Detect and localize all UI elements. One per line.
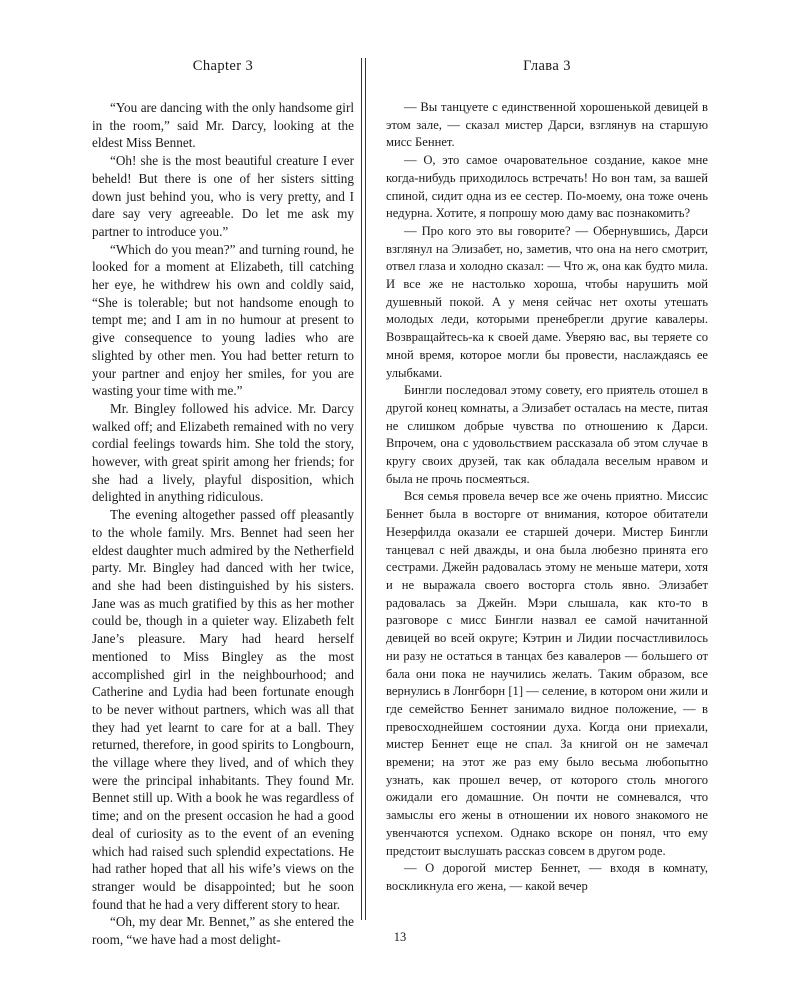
english-paragraph: Mr. Bingley followed his advice. Mr. Darcy walked off; and Elizabeth remained with no very cordial feelings towards him. She told the story, however, with great spirit among her friends; for she had a lively, playful disposition, which delighted in anything ridiculous. [92, 400, 354, 505]
english-paragraph: The evening altogether passed off pleasantly to the whole family. Mrs. Bennet had seen her eldest daughter much admired by the Netherfield party. Mr. Bingley had danced with her twice, and she had been distinguished by his sisters. Jane was as much gratified by this as her mother could be, though in a quieter way. Elizabeth felt Jane’s pleasure. Mary had heard herself mentioned to Miss Bingley as the most accomplished girl in the neighbourhood; and Catherine and Lydia had been fortunate enough to be never without partners, which was all that they had yet learnt to care for at a ball. They returned, therefore, in good spirits to Longbourn, the village where they lived, and of which they were the principal inhabitants. They found Mr. Bennet still up. With a book he was regardless of time; and on the present occasion he had a good deal of curiosity as to the event of an evening which had raised such splendid expectations. He had rather hoped that all his wife’s views on the stranger would be disappointed; but he soon found that he had a very different story to hear. [92, 507, 354, 912]
russian-paragraph: Вся семья провела вечер все же очень приятно. Миссис Беннет была в восторге от внимания, которое обитатели Незерфилда оказали ее старшей дочери. Мистер Бингли танцевал с ней дважды, и она была любезно принята его сестрами. Джейн радовалась этому не меньше матери, хотя и не выражала своего восторга столь явно. Элизабет радовалась за Джейн. Мэри слышала, как кто-то в разговоре с мисс Бингли назвал ее самой начитанной девицей во всей округе; Кэтрин и Лидии посчастливилось ни разу не остаться в танцах без кавалеров — большего от бала они пока не научились желать. Таким образом, все вернулись в Лонгборн [1] — селение, в котором они жили и где семейство Беннет занимало видное положение, — в превосходнейшем состоянии духа. Когда они приехали, мистер Беннет еще не спал. За книгой он не замечал времени; на этот же раз ему было весьма любопытно узнать, как прошел вечер, от которого столь многого ожидали его домашние. Он почти не сомневался, что замыслы его жены в отношении их нового знакомого не увенчаются успехом. Однако вскоре он понял, что ему предстоит выслушать рассказ совсем в другом роде. [386, 489, 708, 858]
english-paragraph: “You are dancing with the only handsome girl in the room,” said Mr. Darcy, looking at the eldest Miss Bennet. [92, 100, 354, 151]
russian-paragraph: — О, это самое очаровательное создание, какое мне когда-нибудь приходилось встречать! Но вон там, за вашей спиной, сидит одна из ее сестер. По-моему, она тоже очень недурна. Хотите, я попрошу мою даму вас познакомить? [386, 153, 708, 221]
english-paragraph: “Which do you mean?” and turning round, he looked for a moment at Elizabeth, till catching her eye, he withdrew his own and coldly said, “She is tolerable; but not handsome enough to tempt me; and I am in no humour at present to give consequence to young ladies who are slighted by other men. You had better return to your partner and enjoy her smiles, for you are wasting your time with me.” [92, 241, 354, 399]
russian-column [386, 58, 708, 896]
russian-chapter-title: Глава 3 [523, 58, 571, 74]
page-number: 13 [393, 930, 407, 944]
russian-paragraph: — Про кого это вы говорите? — Обернувшись, Дарси взглянул на Элизабет, но, заметив, что она на него смотрит, отвел глаза и холодно сказал: — Что ж, она как будто мила. И все же не настолько хороша, чтобы нарушить мой душевный покой. А у меня сейчас нет охоты утешать молодых леди, которыми пренебрегли другие кавалеры. Возвращайтесь-ка к своей даме. Уверяю вас, вы теряете со мной время, которое могли бы провести, наслаждаясь ее улыбками. [386, 223, 708, 380]
russian-paragraph: — Вы танцуете с единственной хорошенькой девицей в этом зале, — сказал мистер Дарси, взглянув на старшую мисс Беннет. [386, 100, 708, 150]
english-paragraph: “Oh, my dear Mr. Bennet,” as she entered the room, “we have had a most delight- [92, 914, 354, 948]
english-chapter-title: Chapter 3 [192, 58, 254, 74]
column-divider [361, 58, 366, 920]
russian-paragraph: Бингли последовал этому совету, его приятель отошел в другой конец комнаты, а Элизабет осталась на месте, питая не слишком добрые чувства по отношению к Дарси. Впрочем, она с удовольствием рассказала об этом случае в кругу своих друзей, так как обладала веселым нравом и была не прочь посмеяться. [386, 383, 708, 486]
english-paragraph: “Oh! she is the most beautiful creature I ever beheld! But there is one of her sisters sitting down just behind you, who is very pretty, and I dare say very agreeable. Do let me ask my partner to introduce you.” [92, 153, 354, 239]
russian-paragraph: — О дорогой мистер Беннет, — входя в комнату, воскликнула его жена, — какой вечер [386, 861, 708, 893]
english-column [92, 58, 354, 949]
